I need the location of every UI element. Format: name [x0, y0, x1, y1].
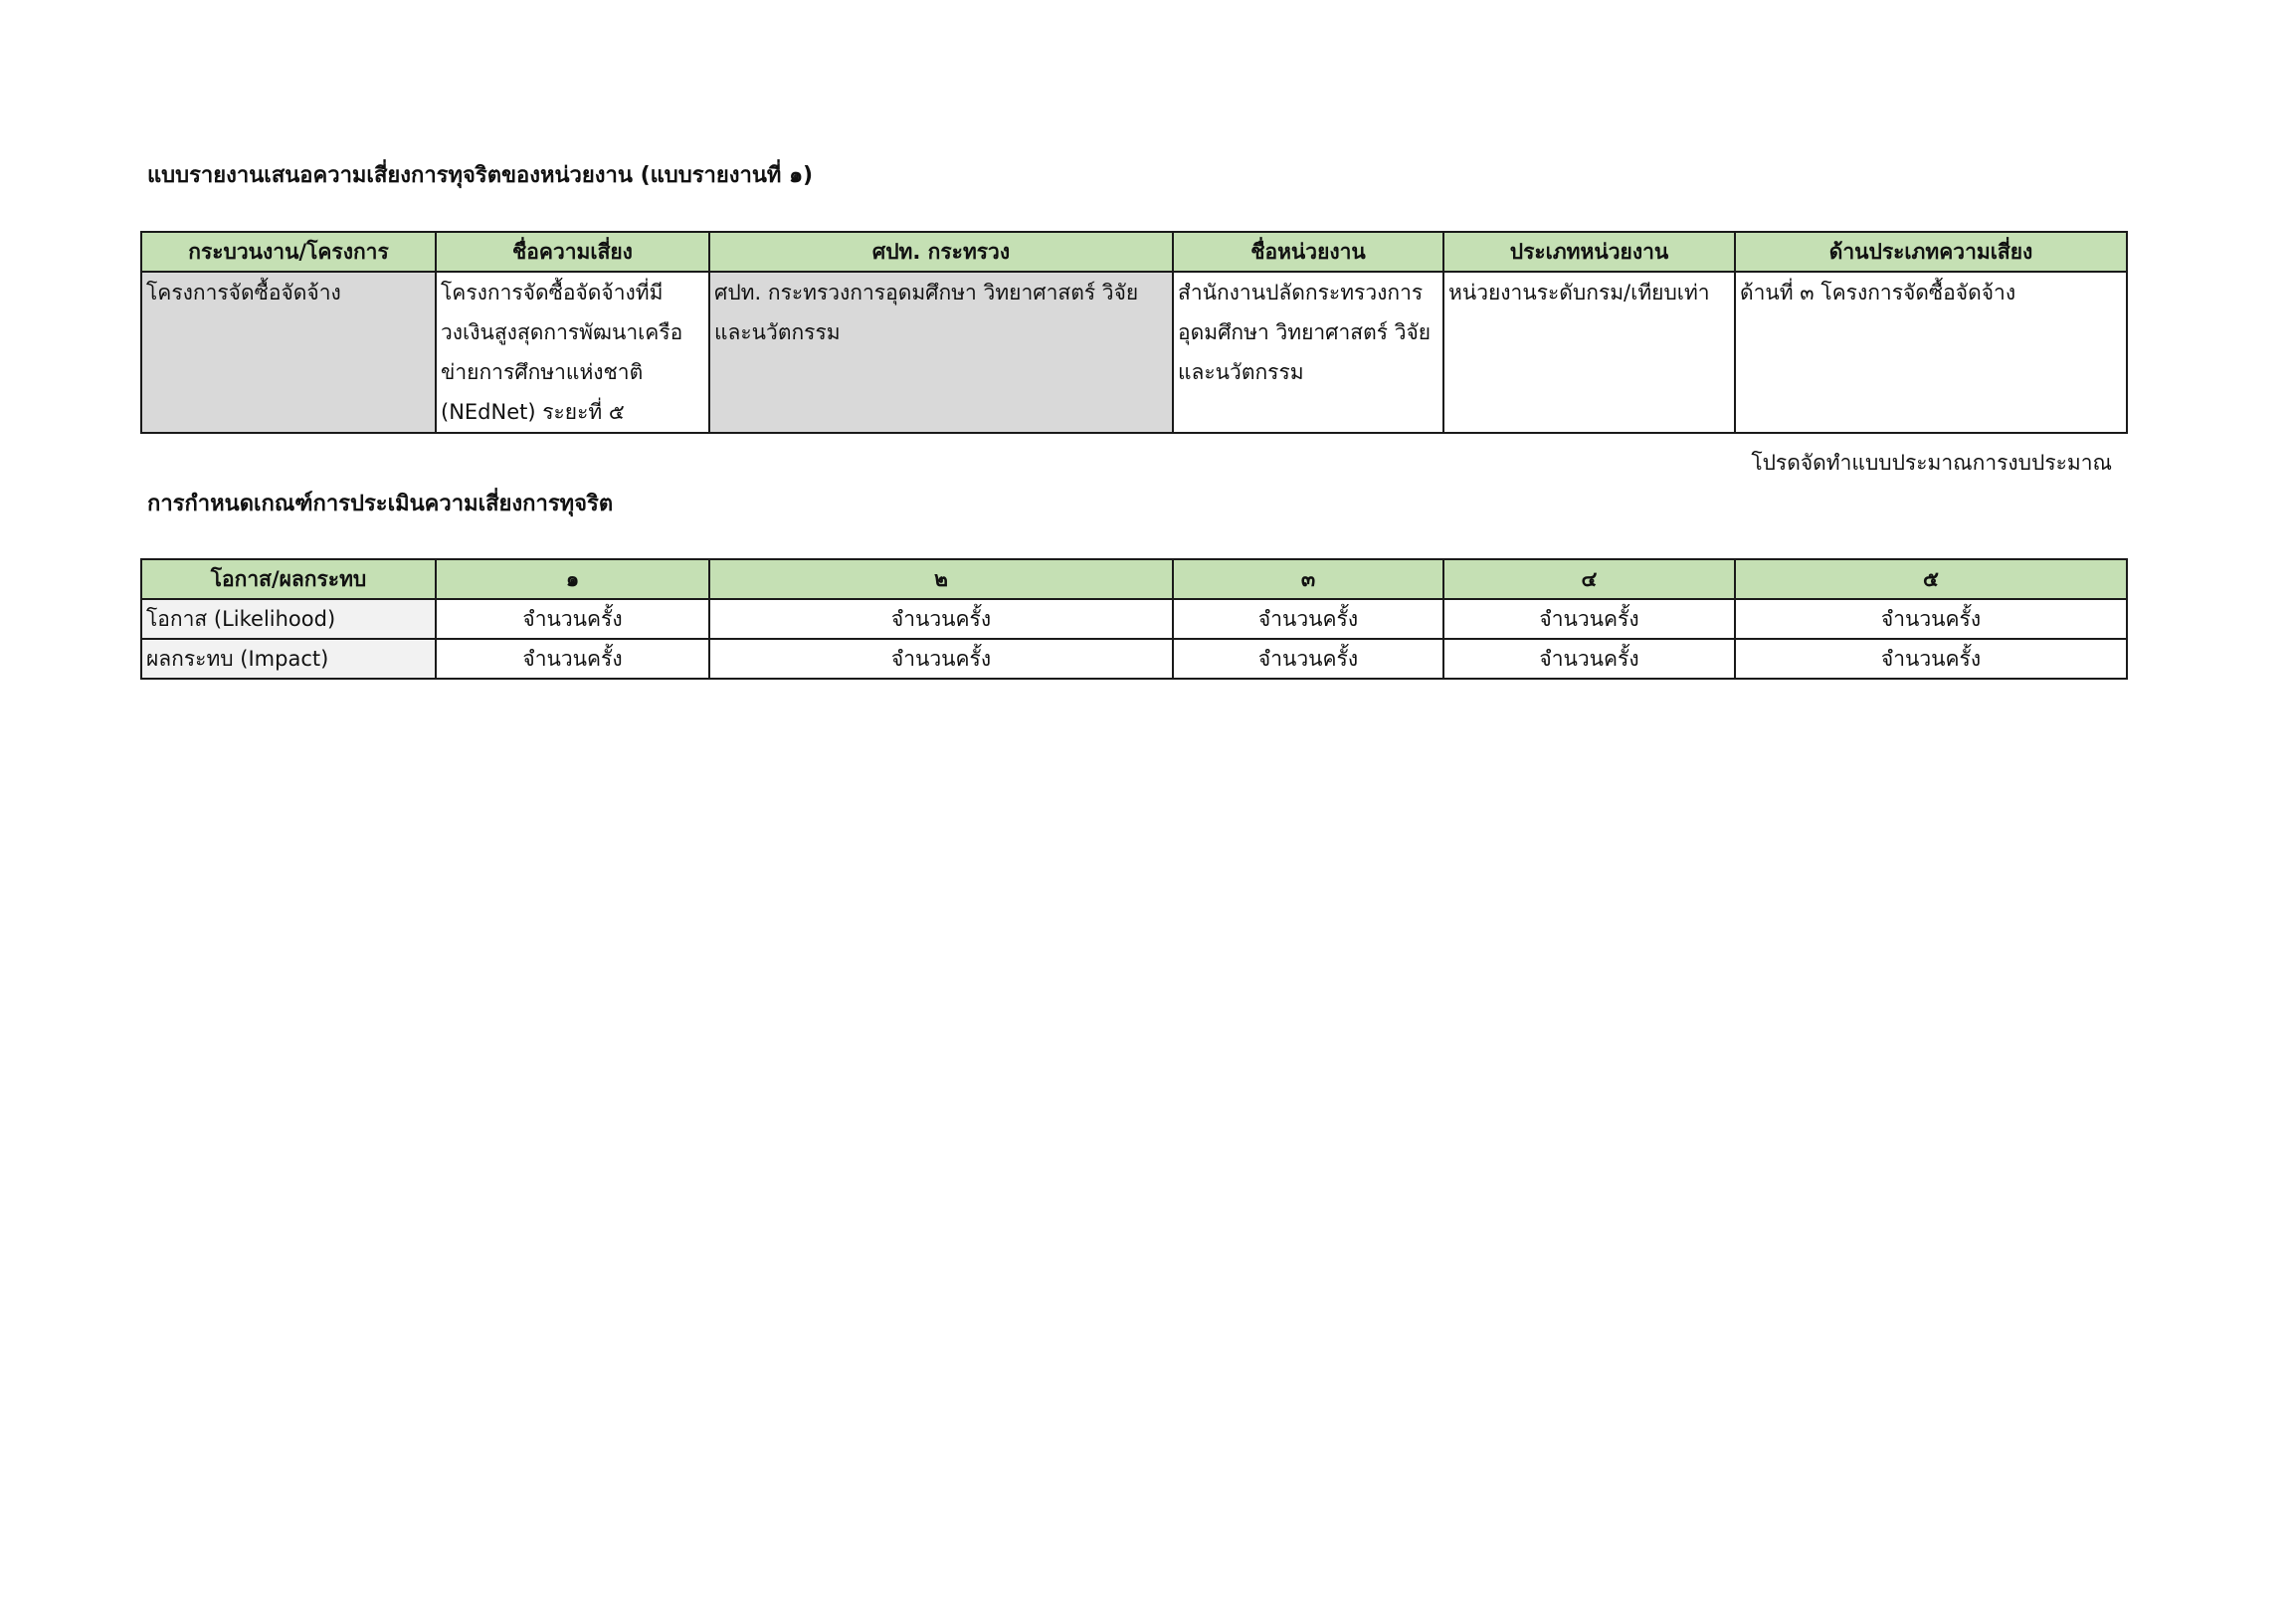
header-level-5: ๕: [1735, 559, 2127, 599]
header-ministry-center: ศปท. กระทรวง: [709, 232, 1173, 272]
cell-agency-type: หน่วยงานระดับกรม/เทียบเท่า: [1443, 272, 1735, 433]
row-label-impact: ผลกระทบ (Impact): [141, 639, 436, 679]
header-likelihood-impact: โอกาส/ผลกระทบ: [141, 559, 436, 599]
table-cell: จำนวนครั้ง: [709, 639, 1173, 679]
header-level-3: ๓: [1173, 559, 1443, 599]
table-row: [141, 639, 2127, 679]
header-level-4: ๔: [1443, 559, 1735, 599]
table-cell: จำนวนครั้ง: [436, 639, 709, 679]
table-row: [141, 272, 2127, 433]
report-title: แบบรายงานเสนอความเสี่ยงการทุจริตของหน่วยงาน (แบบรายงานที่ ๑): [147, 163, 814, 188]
table-header-row: [141, 232, 2127, 272]
table-cell: จำนวนครั้ง: [1173, 639, 1443, 679]
budget-note: โปรดจัดทำแบบประมาณการงบประมาณ: [1751, 451, 2112, 475]
table-cell: จำนวนครั้ง: [1735, 639, 2127, 679]
table-cell: จำนวนครั้ง: [1443, 639, 1735, 679]
table-cell: จำนวนครั้ง: [436, 599, 709, 639]
table-cell: จำนวนครั้ง: [1735, 599, 2127, 639]
criteria-title: การกำหนดเกณฑ์การประเมินความเสี่ยงการทุจริต: [147, 492, 614, 516]
table-cell: จำนวนครั้ง: [1443, 599, 1735, 639]
cell-process: โครงการจัดซื้อจัดจ้าง: [141, 272, 436, 433]
table-row: [141, 599, 2127, 639]
header-agency-name: ชื่อหน่วยงาน: [1173, 232, 1443, 272]
cell-ministry-center: ศปท. กระทรวงการอุดมศึกษา วิทยาศาสตร์ วิจัยและนวัตกรรม: [709, 272, 1173, 433]
header-risk-category: ด้านประเภทความเสี่ยง: [1735, 232, 2127, 272]
header-level-2: ๒: [709, 559, 1173, 599]
table-cell: จำนวนครั้ง: [709, 599, 1173, 639]
row-label-likelihood: โอกาส (Likelihood): [141, 599, 436, 639]
header-agency-type: ประเภทหน่วยงาน: [1443, 232, 1735, 272]
cell-risk-category: ด้านที่ ๓ โครงการจัดซื้อจัดจ้าง: [1735, 272, 2127, 433]
header-process: กระบวนงาน/โครงการ: [141, 232, 436, 272]
header-level-1: ๑: [436, 559, 709, 599]
header-risk-name: ชื่อความเสี่ยง: [436, 232, 709, 272]
cell-agency-name: สำนักงานปลัดกระทรวงการอุดมศึกษา วิทยาศาสตร์ วิจัยและนวัตกรรม: [1173, 272, 1443, 433]
criteria-table: [140, 558, 2128, 680]
risk-info-table: [140, 231, 2128, 434]
table-cell: จำนวนครั้ง: [1173, 599, 1443, 639]
table-header-row: [141, 559, 2127, 599]
cell-risk-name: โครงการจัดซื้อจัดจ้างที่มีวงเงินสูงสุดการพัฒนาเครือข่ายการศึกษาแห่งชาติ (NEdNet) ระยะที่ ๕: [436, 272, 709, 433]
